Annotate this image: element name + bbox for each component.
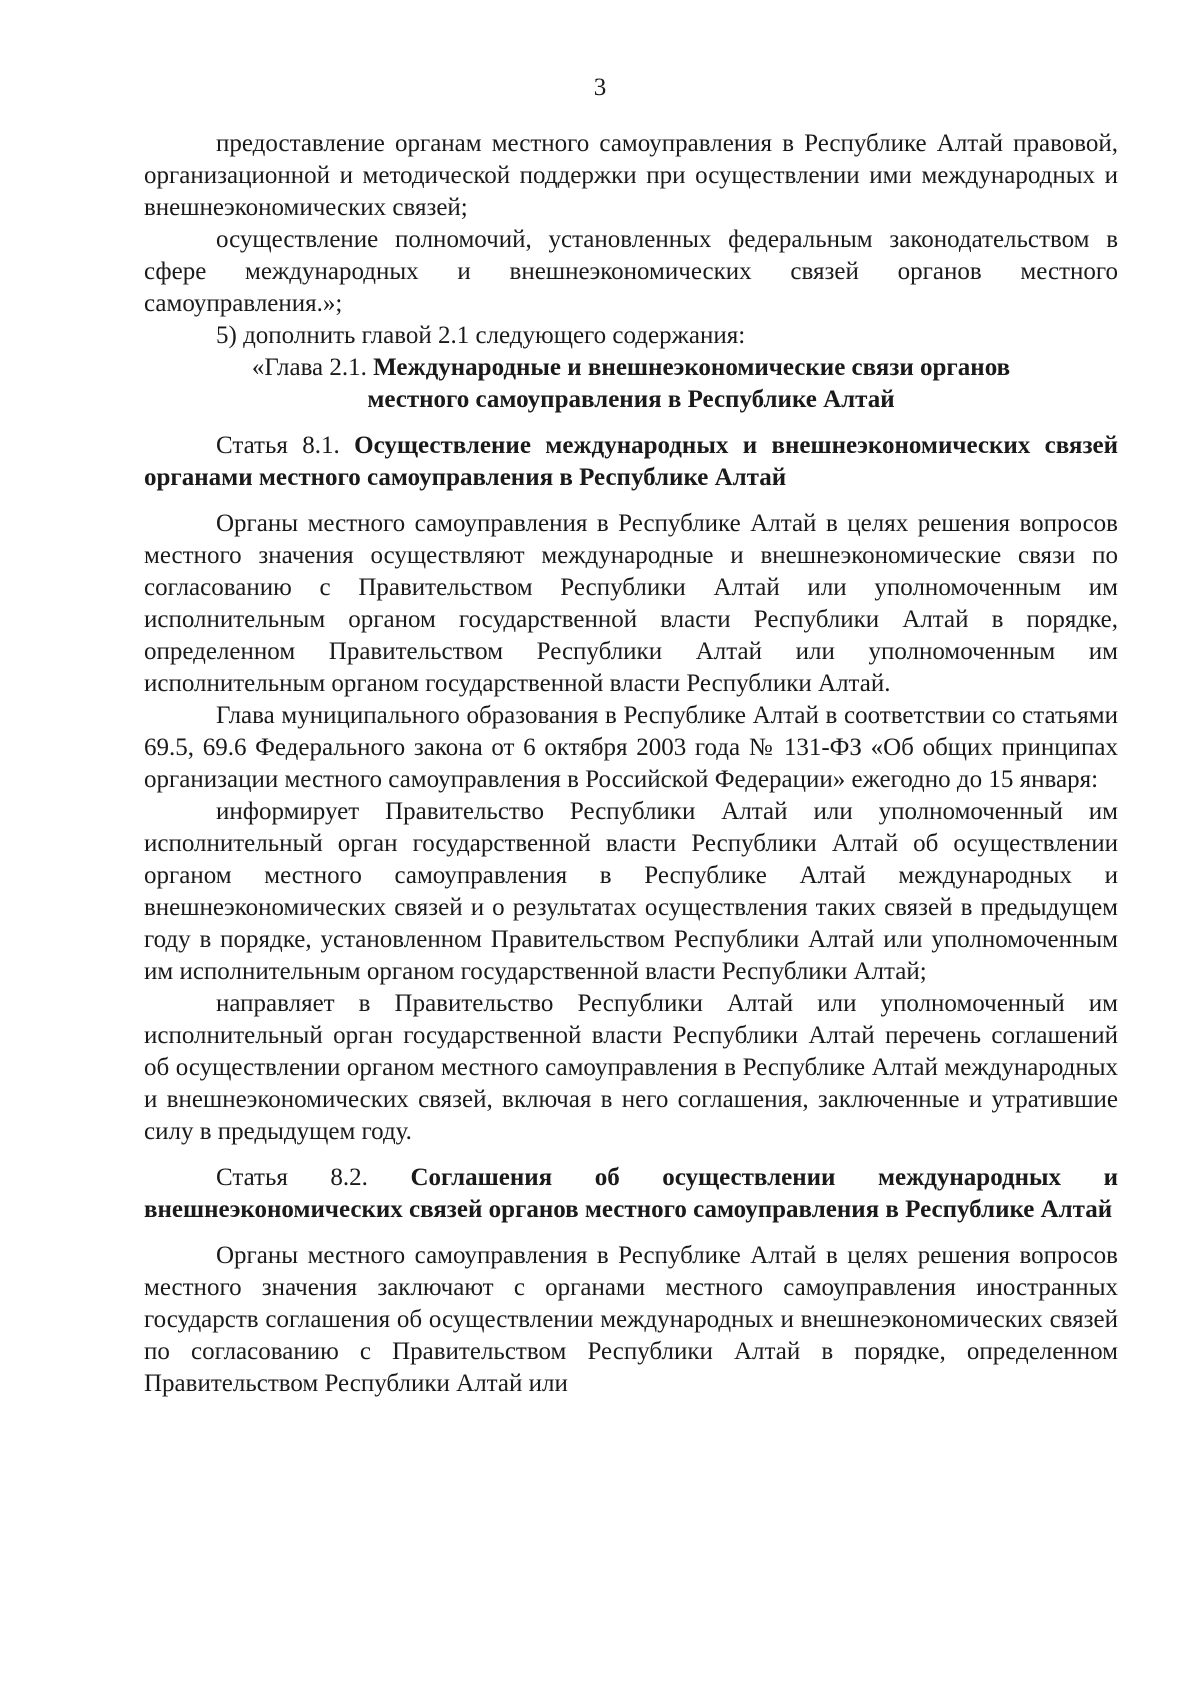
article-title: Соглашения об осуществлении международных и внешнеэкономических связей органов местного самоуправления в Республике Алтай: [144, 1164, 1118, 1223]
paragraph: Органы местного самоуправления в Республике Алтай в целях решения вопросов местного значения осуществляют международные и внешнеэкономические связи по согласованию с Правительством Республики Алтай или уполномоченным им исполнительным органом государственной власти Республики Алтай в порядке, определенном Правительством Республики Алтай или уполномоченным им исполнительным органом государственной власти Республики Алтай.: [144, 510, 1118, 697]
article-heading-8-1: [144, 430, 1118, 494]
chapter-title-line2: местного самоуправления в Республике Алтай: [367, 386, 895, 413]
paragraph: информирует Правительство Республики Алтай или уполномоченный им исполнительный орган государственной власти Республики Алтай об осуществлении органом местного самоуправления в Республике Алтай международных и внешнеэкономических связей и о результатах осуществления таких связей в предыдущем году в порядке, установленном Правительством Республики Алтай или уполномоченным им исполнительным органом государственной власти Республики Алтай;: [144, 798, 1118, 985]
paragraph: 5) дополнить главой 2.1 следующего содержания:: [216, 322, 746, 349]
paragraph: Глава муниципального образования в Республике Алтай в соответствии со статьями 69.5, 69.6 Федерального закона от 6 октября 2003 года № 131-ФЗ «Об общих принципах организации местного самоуправления в Российской Федерации» ежегодно до 15 января:: [144, 702, 1118, 793]
document-body: [144, 128, 1118, 1400]
chapter-prefix: «Глава 2.1.: [251, 354, 374, 381]
chapter-title-line1: Международные и внешнеэкономические связи органов: [373, 354, 1011, 381]
paragraph: осуществление полномочий, установленных федеральным законодательством в сфере международных и внешнеэкономических связей органов местного самоуправления.»;: [144, 226, 1118, 317]
article-prefix: Статья 8.2.: [216, 1164, 411, 1191]
article-title: Осуществление международных и внешнеэкономических связей органами местного самоуправления в Республике Алтай: [144, 432, 1118, 491]
paragraph: направляет в Правительство Республики Алтай или уполномоченный им исполнительный орган государственной власти Республики Алтай перечень соглашений об осуществлении органом местного самоуправления в Республике Алтай международных и внешнеэкономических связей, включая в него соглашения, заключенные и утратившие силу в предыдущем году.: [144, 990, 1118, 1145]
page-number: 3: [593, 74, 607, 101]
paragraph: Органы местного самоуправления в Республике Алтай в целях решения вопросов местного значения заключают с органами местного самоуправления иностранных государств соглашения об осуществлении международных и внешнеэкономических связей по согласованию с Правительством Республики Алтай в порядке, определенном Правительством Республики Алтай или: [144, 1242, 1118, 1397]
paragraph: предоставление органам местного самоуправления в Республике Алтай правовой, организационной и методической поддержки при осуществлении ими международных и внешнеэкономических связей;: [144, 130, 1118, 221]
chapter-heading: [144, 352, 1118, 416]
article-prefix: Статья 8.1.: [216, 432, 355, 459]
article-heading-8-2: [144, 1162, 1118, 1226]
